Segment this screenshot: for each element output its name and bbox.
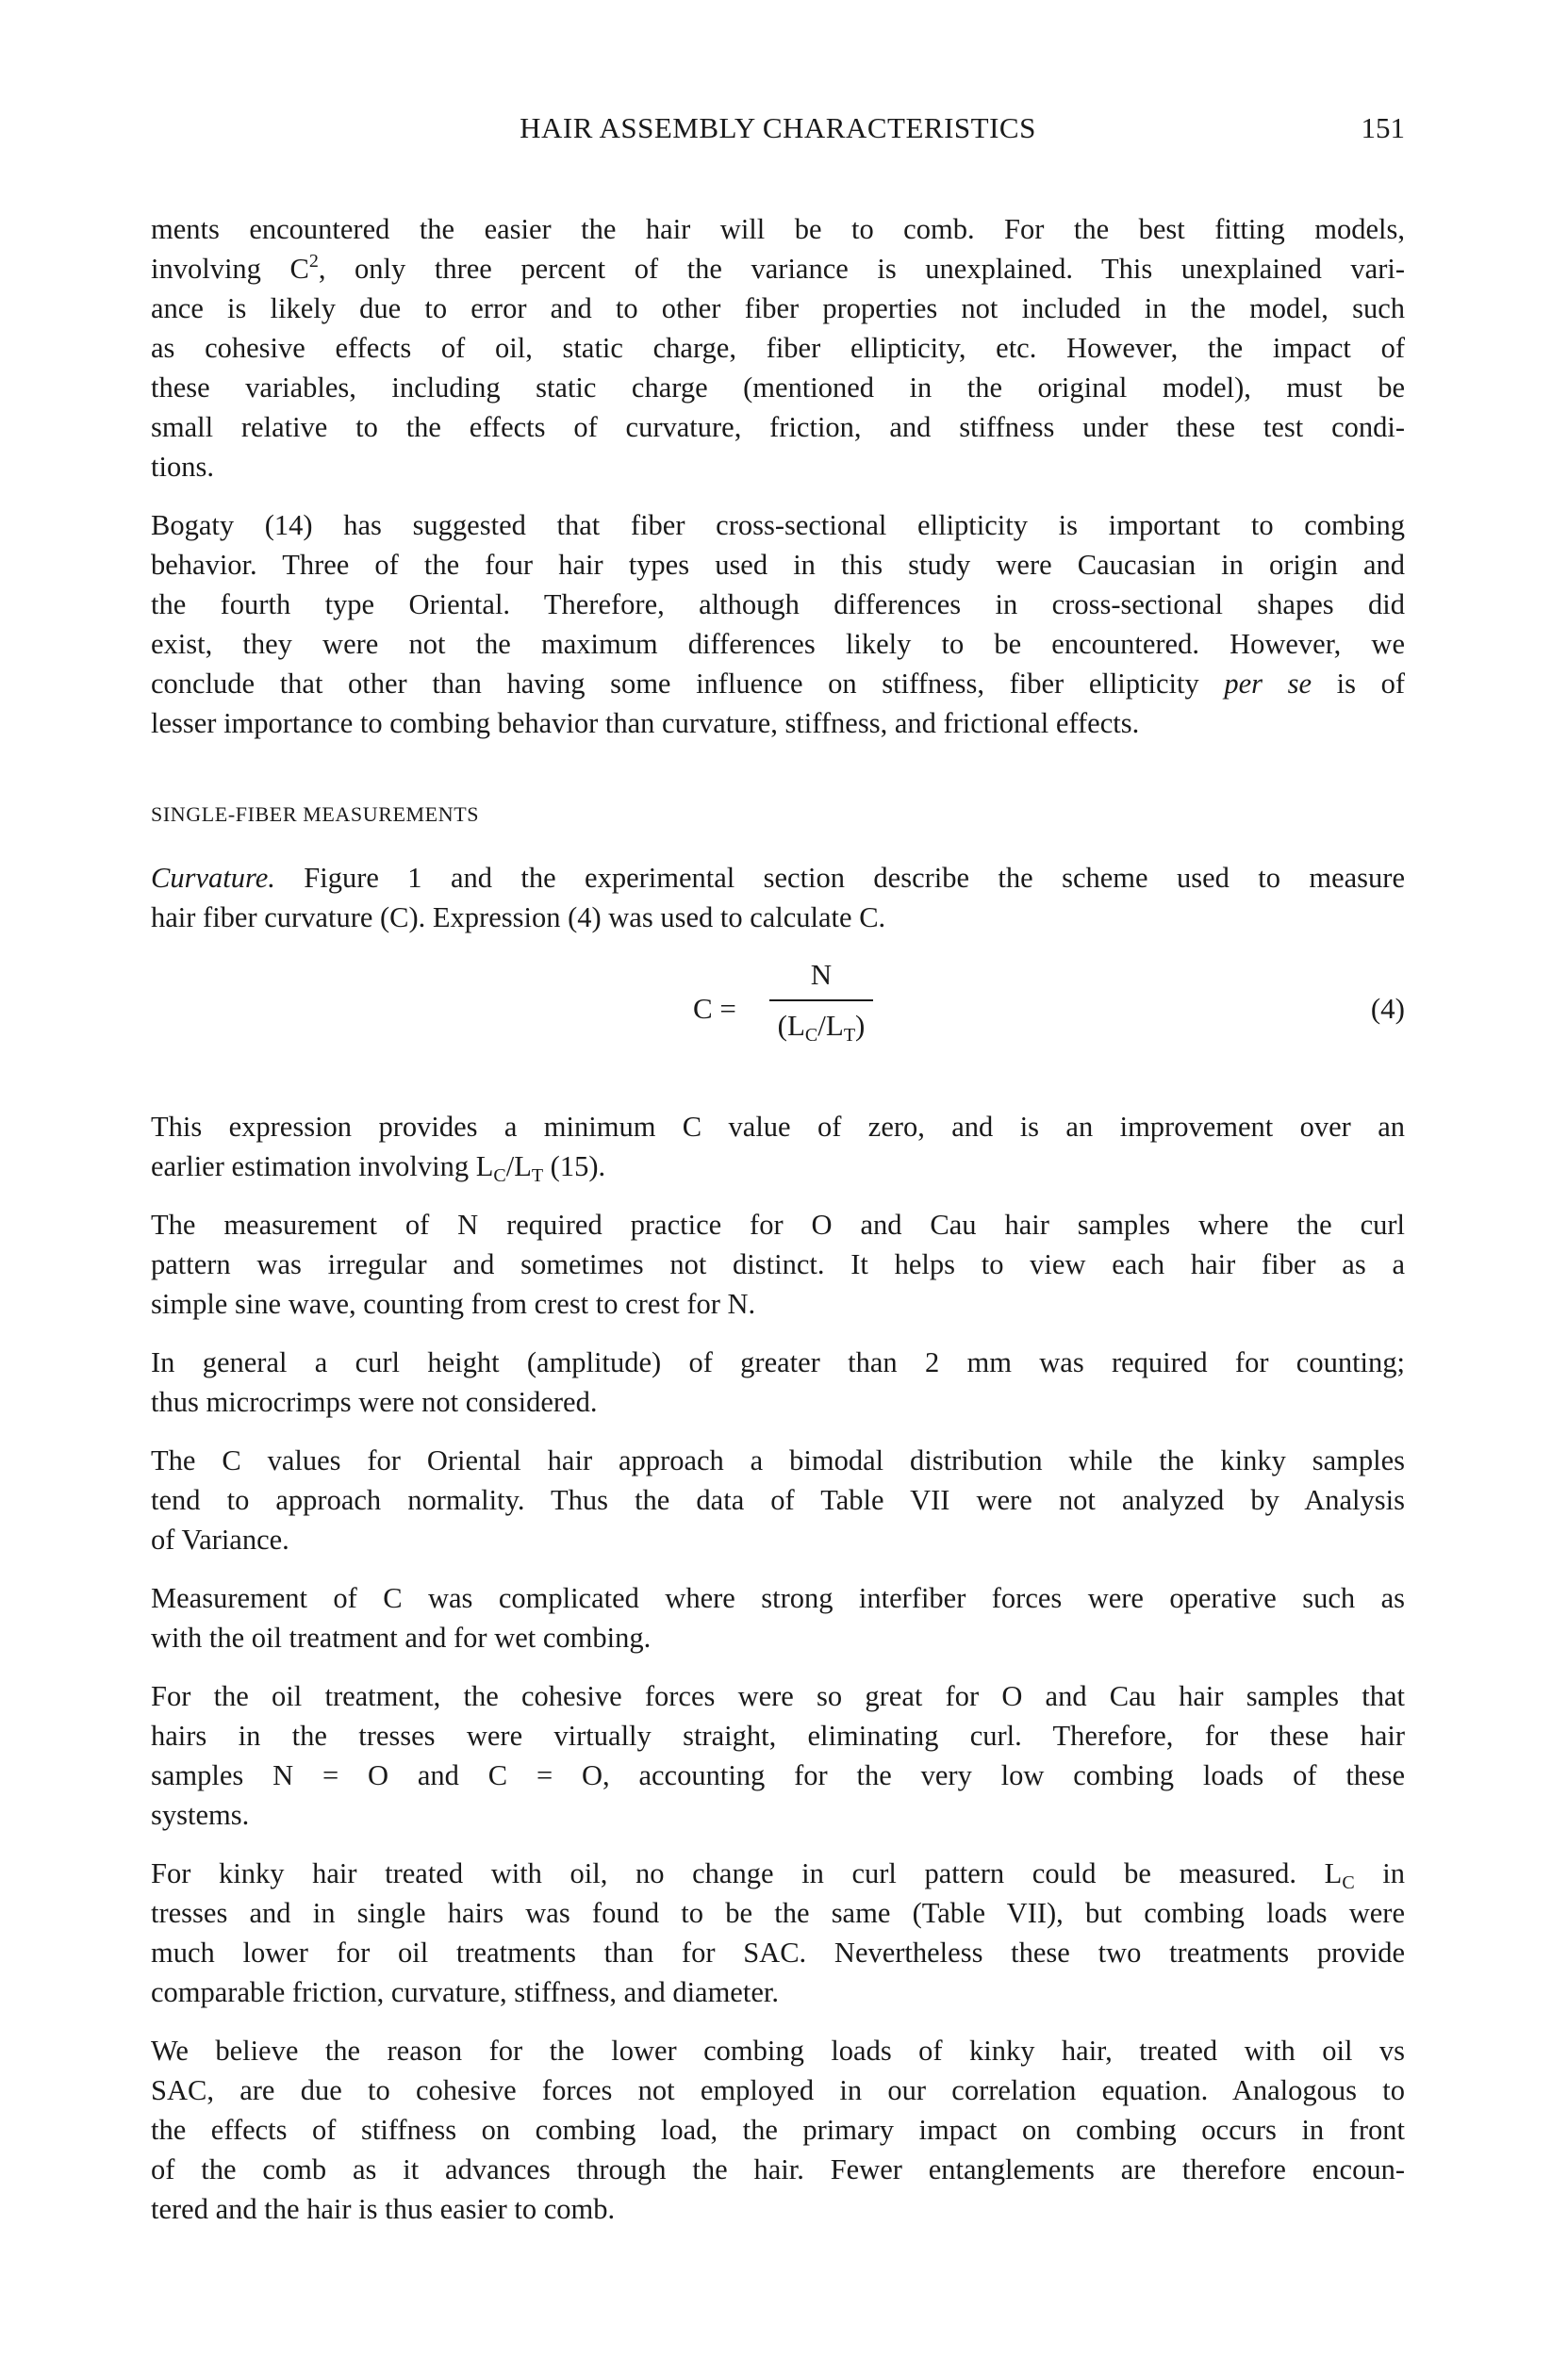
text-line: the effects of stiffness on combing load, the primary impact on combing occurs in front xyxy=(151,2114,1405,2146)
paragraph xyxy=(151,209,1405,486)
numerator: N xyxy=(810,958,833,991)
text-line: ments encountered the easier the hair will be to comb. For the best fitting models, xyxy=(151,213,1405,245)
text-line: much lower for oil treatments than for SAC. Nevertheless these two treatments provide xyxy=(151,1937,1405,1969)
text-line: tions. xyxy=(151,451,214,483)
text-line: tresses and in single hairs was found to be the same (Table VII), but combing loads were xyxy=(151,1897,1405,1929)
text-line: Bogaty (14) has suggested that fiber cross-sectional ellipticity is important to combing xyxy=(151,509,1405,541)
text-line: exist, they were not the maximum differences likely to be encountered. However, we xyxy=(151,628,1405,660)
text-line: of Variance. xyxy=(151,1524,289,1556)
paragraph xyxy=(151,1107,1405,1186)
text-line: ance is likely due to error and to other fiber properties not included in the model, such xyxy=(151,292,1405,324)
text-line: Measurement of C was complicated where strong interfiber forces were operative such as xyxy=(151,1582,1405,1614)
italic-text: per se xyxy=(1224,668,1312,700)
equation-number: (4) xyxy=(1370,992,1405,1025)
text-run: earlier estimation involving L xyxy=(151,1150,494,1182)
text-line: behavior. Three of the four hair types used in this study were Caucasian in origin and xyxy=(151,549,1405,581)
subscript: C xyxy=(493,1165,506,1186)
text-line: This expression provides a minimum C value of zero, and is an improvement over an xyxy=(151,1111,1405,1143)
running-header xyxy=(151,111,1405,153)
text-line: The C values for Oriental hair approach a bimodal distribution while the kinky samples xyxy=(151,1444,1405,1476)
equation xyxy=(151,956,1405,1069)
paragraph xyxy=(151,1676,1405,1835)
section-heading: SINGLE-FIBER MEASUREMENTS xyxy=(151,802,480,826)
text-run: /L xyxy=(505,1150,532,1182)
text-line: For the oil treatment, the cohesive forces were so great for O and Cau hair samples that xyxy=(151,1680,1405,1712)
running-title: HAIR ASSEMBLY CHARACTERISTICS xyxy=(520,111,1036,144)
denominator xyxy=(766,1007,877,1045)
text-line: The measurement of N required practice for O and Cau hair samples where the curl xyxy=(151,1209,1405,1241)
equation-lhs: C = xyxy=(693,992,736,1025)
subscript: C xyxy=(804,1025,818,1046)
text-line: pattern was irregular and sometimes not distinct. It helps to view each hair fiber as a xyxy=(151,1248,1405,1280)
paragraph xyxy=(151,1205,1405,1324)
text-run: Figure 1 and the experimental section describe the scheme used to measure xyxy=(274,862,1405,894)
text-run: (15). xyxy=(543,1150,606,1182)
text-line: SAC, are due to cohesive forces not employed in our correlation equation. Analogous to xyxy=(151,2074,1405,2106)
text-line: systems. xyxy=(151,1799,250,1831)
text-line xyxy=(151,1146,1405,1186)
text-run: in xyxy=(1354,1857,1406,1889)
text-line: the fourth type Oriental. Therefore, although differences in cross-sectional shapes did xyxy=(151,588,1405,620)
text-run: (L xyxy=(777,1009,805,1042)
text-run: ) xyxy=(855,1009,866,1042)
text-line xyxy=(151,1854,1405,1893)
text-line: samples N = O and C = O, accounting for the very low combing loads of these xyxy=(151,1759,1405,1791)
text-run: conclude that other than having some influence on stiffness, fiber ellipticity xyxy=(151,668,1225,700)
subscript: C xyxy=(1342,1872,1355,1893)
text-line: hair fiber curvature (C). Expression (4) was used to calculate C. xyxy=(151,901,886,933)
text-line xyxy=(151,664,1405,703)
text-line: small relative to the effects of curvature, friction, and stiffness under these test condi- xyxy=(151,411,1405,443)
paragraph xyxy=(151,505,1405,743)
text-line: as cohesive effects of oil, static charge, fiber ellipticity, etc. However, the impact of xyxy=(151,332,1405,364)
superscript: 2 xyxy=(308,251,319,272)
text-run: , only three percent of the variance is unexplained. This unexplained vari- xyxy=(318,253,1405,285)
text-line: We believe the reason for the lower combing loads of kinky hair, treated with oil vs xyxy=(151,2035,1405,2067)
text-line: these variables, including static charge (mentioned in the original model), must be xyxy=(151,371,1405,404)
text-run: For kinky hair treated with oil, no change in curl pattern could be measured. L xyxy=(151,1857,1343,1889)
italic-text: Curvature. xyxy=(151,862,275,894)
paragraph xyxy=(151,1578,1405,1657)
paragraph xyxy=(151,858,1405,937)
equation-fraction xyxy=(766,956,877,1045)
paragraph xyxy=(151,1854,1405,2012)
fraction-bar xyxy=(769,999,873,1001)
text-line: lesser importance to combing behavior than curvature, stiffness, and frictional effects. xyxy=(151,707,1140,739)
subscript: T xyxy=(843,1025,856,1046)
text-line: of the comb as it advances through the hair. Fewer entanglements are therefore encoun- xyxy=(151,2153,1405,2185)
page-number: 151 xyxy=(1361,111,1405,144)
subscript: T xyxy=(531,1165,544,1186)
text-run: /L xyxy=(817,1009,844,1042)
text-line: tend to approach normality. Thus the data of Table VII were not analyzed by Analysis xyxy=(151,1484,1405,1516)
text-line xyxy=(151,249,1405,289)
text-line xyxy=(151,858,1405,898)
paragraph xyxy=(151,2031,1405,2229)
page-body xyxy=(151,209,1405,2248)
text-run: involving C xyxy=(151,253,309,285)
text-line: tered and the hair is thus easier to comb. xyxy=(151,2193,616,2225)
text-line: thus microcrimps were not considered. xyxy=(151,1386,598,1418)
text-line: hairs in the tresses were virtually straight, eliminating curl. Therefore, for these hair xyxy=(151,1720,1405,1752)
text-line: with the oil treatment and for wet combing. xyxy=(151,1622,652,1654)
text-line: simple sine wave, counting from crest to crest for N. xyxy=(151,1288,756,1320)
text-line: comparable friction, curvature, stiffness, and diameter. xyxy=(151,1976,779,2008)
text-line: In general a curl height (amplitude) of greater than 2 mm was required for counting; xyxy=(151,1346,1405,1378)
paragraph xyxy=(151,1343,1405,1422)
paragraph xyxy=(151,1441,1405,1559)
text-run: is of xyxy=(1312,668,1405,700)
